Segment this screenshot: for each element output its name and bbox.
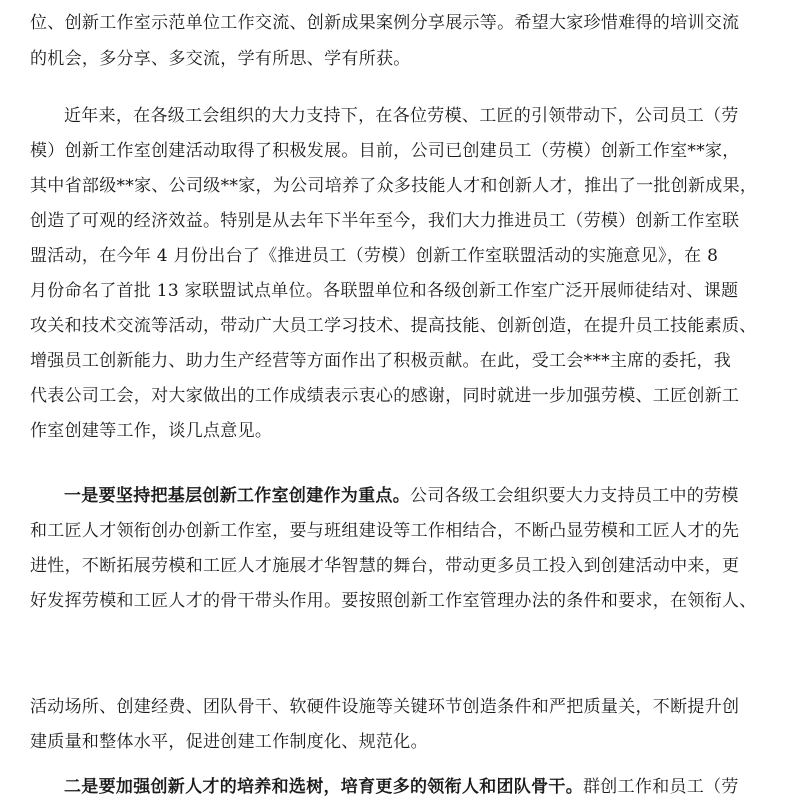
text-line: 的机会，多分享、多交流，学有所思、学有所获。: [30, 49, 411, 69]
text-line: 位、创新工作室示范单位工作交流、创新成果案例分享展示等。希望大家珍惜难得的培训交流: [30, 13, 740, 33]
text-line: 模）创新工作室创建活动取得了积极发展。目前，公司已创建员工（劳模）创新工作室**家，: [30, 141, 740, 161]
paragraph-lead-heading: 二是要加强创新人才的培养和选树，培育更多的领衔人和团队骨干。: [64, 777, 583, 797]
text-line: 其中省部级**家、公司级**家，为公司培养了众多技能人才和创新人才，推出了一批创新成果，: [30, 176, 758, 196]
text-run: 群创工作和员工（劳: [583, 777, 739, 797]
paragraph-first-line: [64, 479, 778, 513]
paragraph-first-line: 近年来，在各级工会组织的大力支持下，在各位劳模、工匠的引领带动下，公司员工（劳: [64, 106, 739, 126]
text-run: 公司各级工会组织要大力支持员工中的劳模: [410, 486, 739, 506]
text-line: 建质量和整体水平，促进创建工作制度化、规范化。: [30, 732, 428, 752]
text-line: 和工匠人才领衔创办创新工作室，要与班组建设等工作相结合，不断凸显劳模和工匠人才的先: [30, 521, 740, 541]
text-line: 盟活动，在今年 4 月份出台了《推进员工（劳模）创新工作室联盟活动的实施意见》，在 8: [30, 246, 719, 266]
text-line: 代表公司工会，对大家做出的工作成绩表示衷心的感谢，同时就进一步加强劳模、工匠创新工: [30, 386, 740, 406]
text-line: 创造了可观的经济效益。特别是从去年下半年至今，我们大力推进员工（劳模）创新工作室联: [30, 211, 740, 231]
paragraph-first-line: [64, 770, 778, 804]
text-line: 增强员工创新能力、助力生产经营等方面作出了积极贡献。在此，受工会***主席的委托，我: [30, 351, 732, 371]
text-line: 月份命名了首批 13 家联盟试点单位。各联盟单位和各级创新工作室广泛开展师徒结对、课题: [30, 281, 739, 301]
text-line: 好发挥劳模和工匠人才的骨干带头作用。要按照创新工作室管理办法的条件和要求，在领衔人、: [30, 591, 757, 611]
text-line: 活动场所、创建经费、团队骨干、软硬件设施等关键环节创造条件和严把质量关，不断提升创: [30, 697, 740, 717]
text-line: 攻关和技术交流等活动，带动广大员工学习技术、提高技能、创新创造，在提升员工技能素质、: [30, 316, 757, 336]
paragraph-lead-heading: 一是要坚持把基层创新工作室创建作为重点。: [64, 486, 410, 506]
text-line: 进性，不断拓展劳模和工匠人才施展才华智慧的舞台，带动更多员工投入到创建活动中来，更: [30, 556, 740, 576]
text-line: 作室创建等工作，谈几点意见。: [30, 421, 273, 441]
